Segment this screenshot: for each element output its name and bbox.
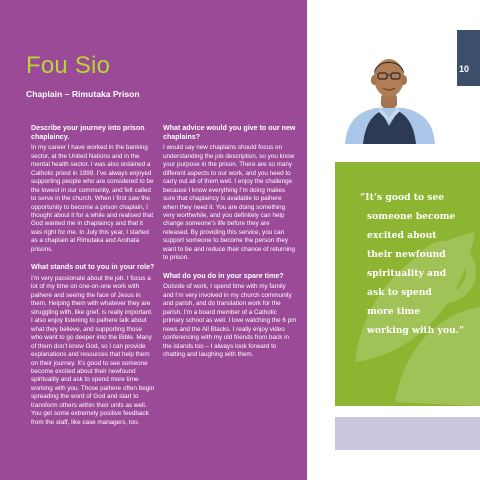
quote-line: excited about [367,230,437,241]
section-paragraph: In my career I have worked in the banking sector, at the United Nations and in the mental health sector. I was also ordained a Catholic priest in 1999. I’ve always enjoyed supporting people who are considered to be the lowest in our community, and felt called to serve in the church. When I first saw the opportunity to become a prison chaplain, I thought about it for a while and realised that God wanted me in chaplaincy and that it was right for me. In July this year, I started as a chaplain at Rimutaka and Arohata prisons. [31,144,154,253]
quote-line: someone become [367,211,456,222]
quote-line: ask to spend [367,287,432,298]
section-heading: Describe your journey into prison chaplaincy. [31,124,145,141]
quote-line: working with you.” [367,325,465,336]
quote-line: “It’s good to see [360,192,445,203]
section-paragraph: I would say new chaplains should focus on understanding the job description, so you know your purpose in the prison. There are so many different aspects to our work, and you need to carry out all of them well. I enjoy the challenge because I know everything I’m doing makes sure that chaplaincy is available to paihere when they need it. You are doing something very worthwhile, and you definitely can help change someone’s life before they are released. By providing this service, you can support someone to become the person they want to be and reduce their chance of returning to prison. [163,144,295,262]
section-heading: What stands out to you in your role? [31,263,155,272]
page-number: 10 [459,64,470,74]
article-column-right [163,124,297,369]
section-heading: What do you do in your spare time? [163,271,284,280]
section-paragraph: Outside of work, I spend time with my family and I’m very involved in my church community and parish, and do translation work for the parish. I’m a board member of a Catholic primary school as well. I love watching the 6 pm news and the All Blacks. I really enjoy video conferencing with my old friends from back in the islands too – I always look forward to chatting and laughing with them. [163,283,297,359]
article-column-left [31,124,155,436]
quote-line: their newfound [367,249,446,260]
profile-name: Fou Sio [26,52,111,79]
section-paragraph: I’m very passionate about the job. I focus a lot of my time on one-on-one work with paihere and seeing the face of Jesus in them. Helping them with whatever they are struggling with, like grief, is really important. I also enjoy listening to paihere talk about what they believe, and supporting those who want to go deeper into the Bible. Many of them don’t know God, so I can provide explanations and resources that help them on their journey. It’s good to see someone become excited about their newfound spirituality and ask to spend more time working with you. Those paihere often begin spreading the word of God and start to transform others within their units as well. You get some extremely positive feedback from the staff, like case managers, too. [31,275,155,426]
pull-quote-panel [335,162,480,406]
section-heading: What advice would you give to our new chaplains? [163,124,296,141]
pull-quote [360,188,478,340]
decorative-bar [335,417,480,450]
portrait-photo [341,46,438,144]
page-tab [457,30,480,86]
quote-line: more time [367,306,421,317]
quote-line: spirituality and [367,268,447,279]
profile-role: Chaplain – Rimutaka Prison [26,89,140,99]
